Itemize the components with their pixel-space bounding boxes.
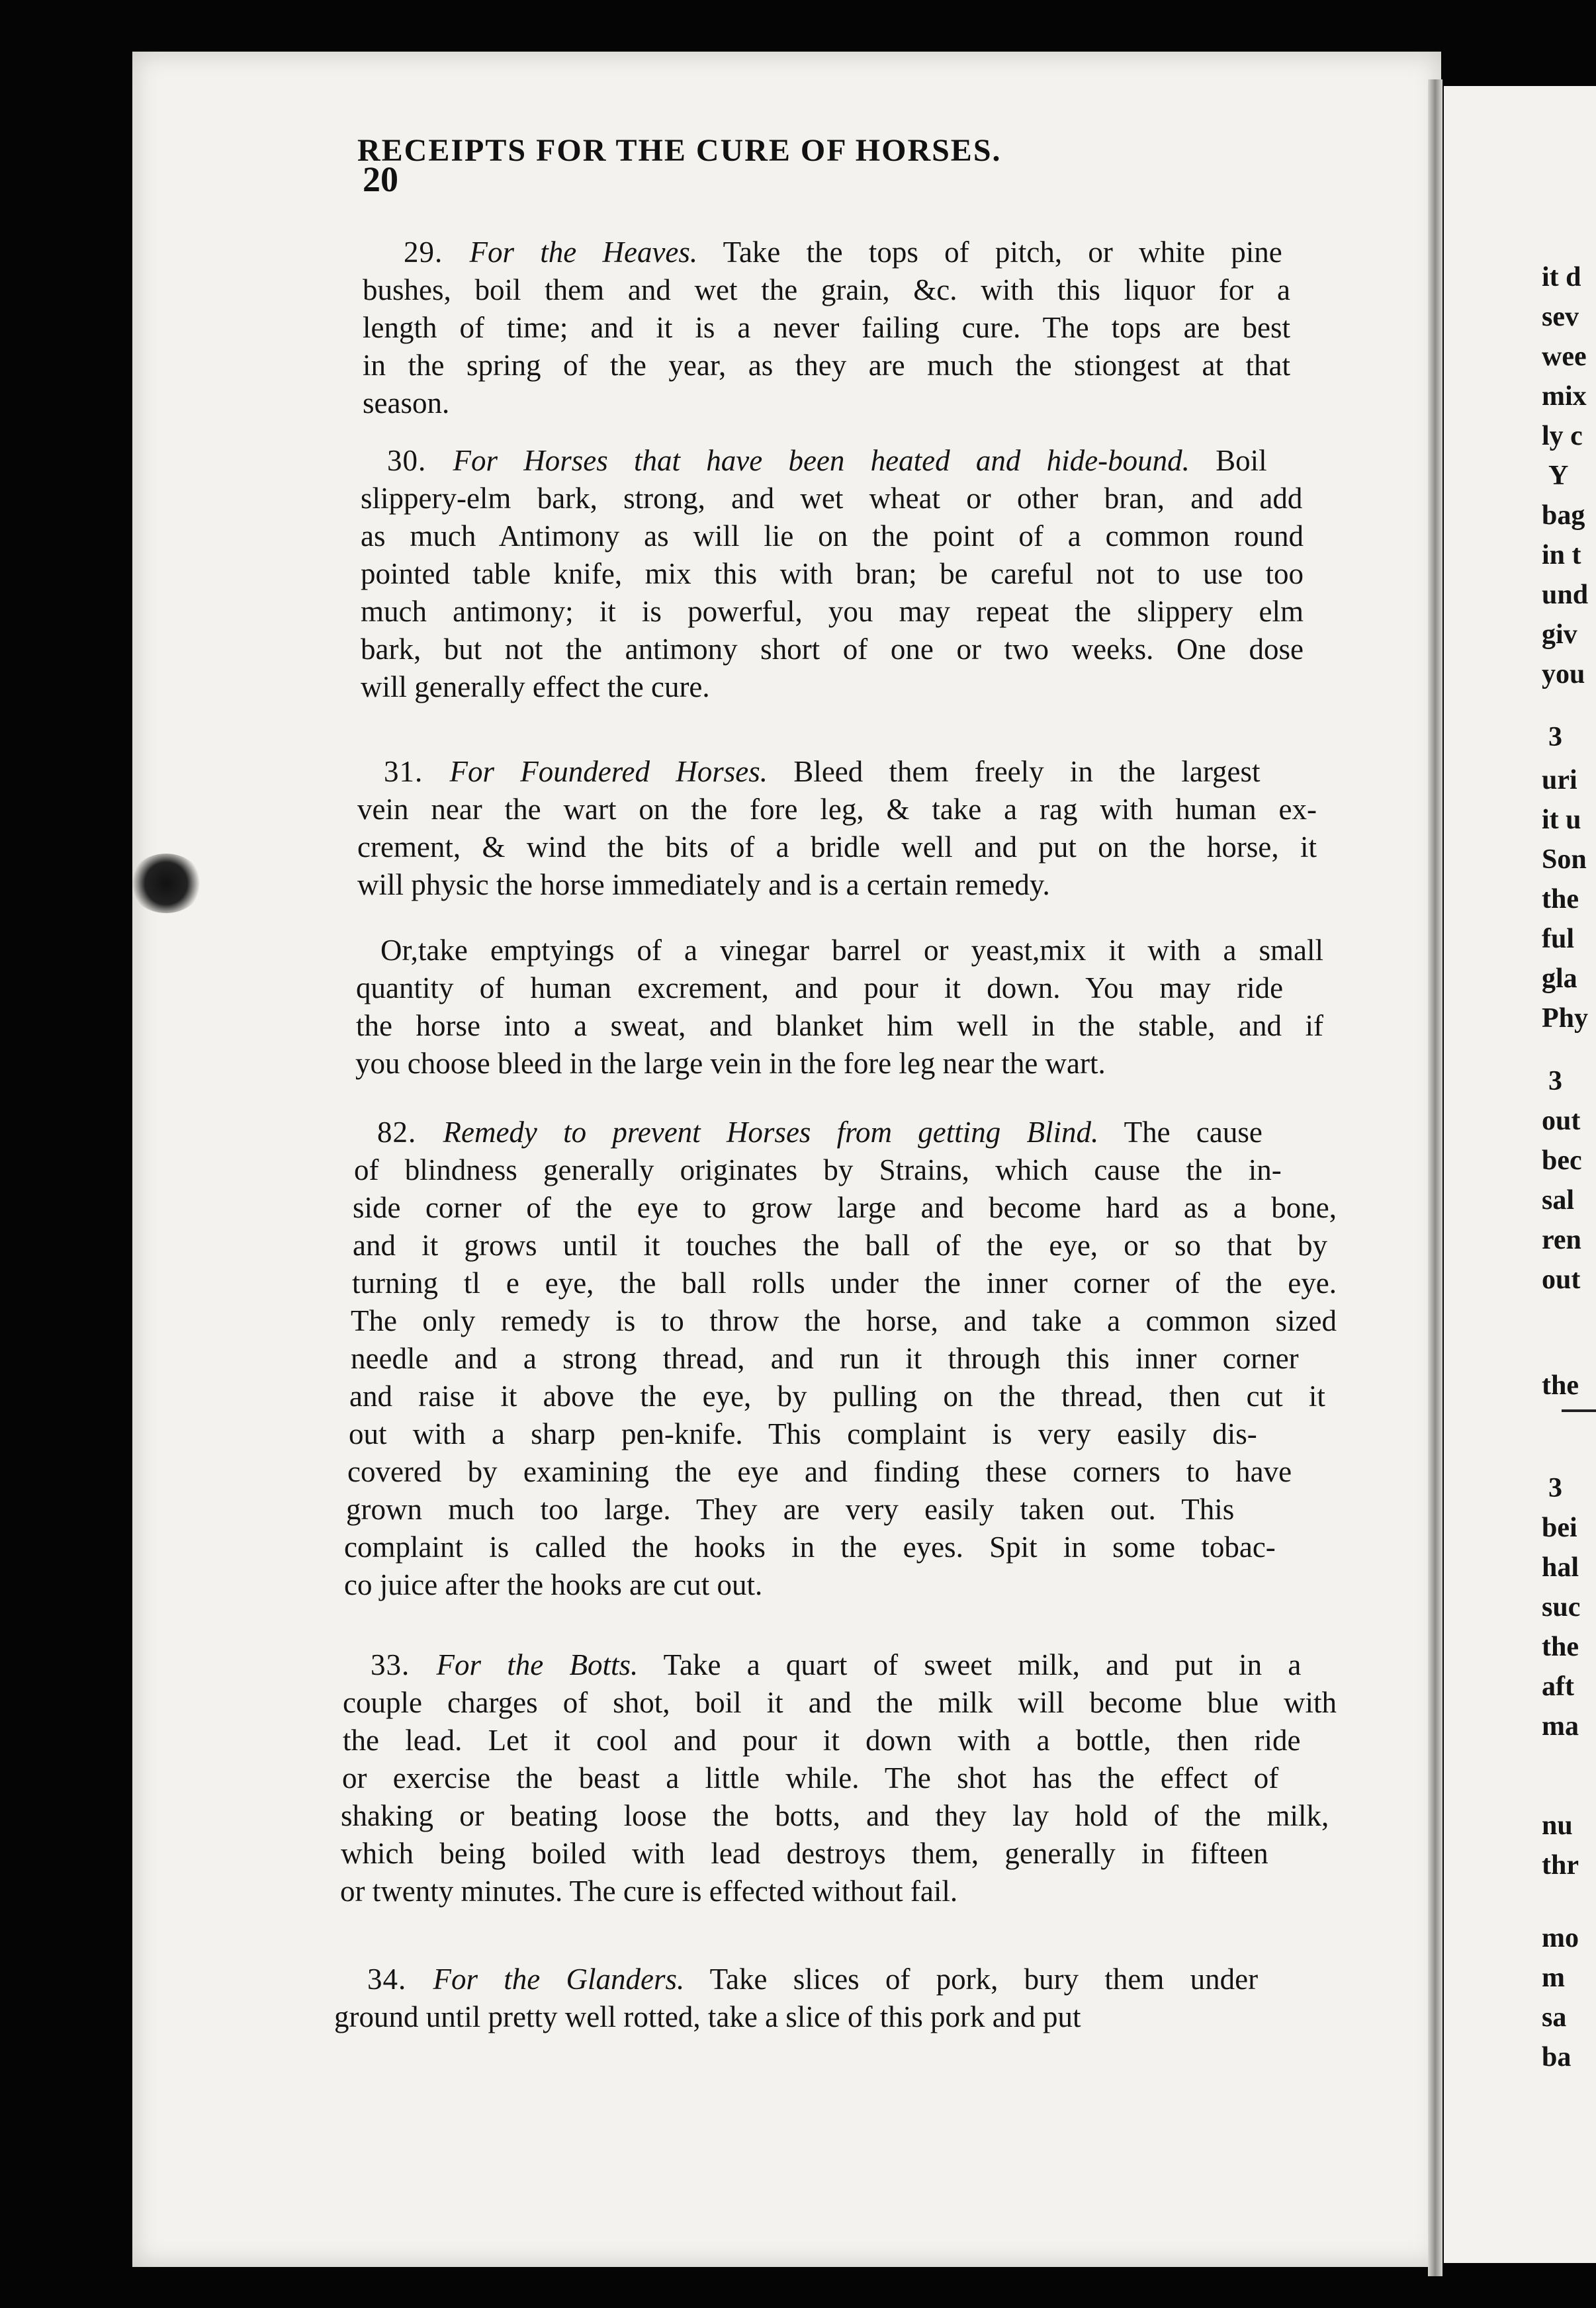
text-line — [361, 519, 1304, 553]
facing-page-fragment: bec — [1542, 1145, 1582, 1176]
receipt-text: and raise it above the eye, by pulling on the thread, then cut it — [349, 1380, 1325, 1413]
facing-page-fragment: 3 — [1548, 1473, 1562, 1503]
facing-page-fragment: ma — [1542, 1711, 1579, 1742]
receipt-title: Remedy to prevent Horses from getting Blind. — [443, 1116, 1099, 1149]
receipt-text: Bleed them freely in the largest — [768, 755, 1261, 788]
receipt-text: grown much too large. They are very easily taken out. This — [346, 1493, 1235, 1526]
receipt-text: turning tl e eye, the ball rolls under the inner corner of the eye. — [352, 1266, 1337, 1300]
receipt-number: 34. — [367, 1963, 433, 1996]
receipt-text: will physic the horse immediately and is a certain remedy. — [357, 868, 1050, 901]
receipt-text: couple charges of shot, boil it and the milk will become blue with — [343, 1686, 1337, 1719]
text-line — [334, 2000, 1081, 2034]
facing-page-fragment: ba — [1542, 2042, 1572, 2072]
text-line — [343, 1723, 1300, 1757]
receipt-text: the lead. Let it cool and pour it down with a bottle, then ride — [343, 1724, 1301, 1757]
facing-page-fragment: in t — [1542, 540, 1581, 570]
text-line — [351, 1341, 1299, 1376]
receipt-text: the horse into a sweat, and blanket him well in the stable, and if — [356, 1009, 1323, 1042]
receipt-text: you choose bleed in the large vein in the fore leg near the wart. — [355, 1047, 1106, 1080]
text-line — [341, 1798, 1329, 1833]
receipt-text: as much Antimony as will lie on the point of a common round — [361, 519, 1304, 553]
text-line — [357, 830, 1317, 864]
receipt-number: 82. — [377, 1116, 443, 1149]
facing-page-fragment: the — [1542, 884, 1579, 914]
receipt-text: length of time; and it is a never failing cure. The tops are best — [363, 311, 1290, 344]
facing-page-fragment: aft — [1542, 1671, 1574, 1702]
receipt-text: slippery-elm bark, strong, and wet wheat or other bran, and add — [361, 482, 1303, 515]
text-line — [340, 1874, 957, 1908]
facing-page-fragment: thr — [1542, 1850, 1579, 1881]
receipt-text: Take the tops of pitch, or white pine — [697, 236, 1282, 269]
receipt-number: 29. — [404, 236, 470, 269]
text-line — [361, 556, 1304, 591]
facing-page-fragment: 3 — [1548, 1066, 1562, 1096]
receipt-text: covered by examining the eye and finding these corners to have — [347, 1455, 1292, 1488]
text-line — [363, 310, 1290, 345]
text-line — [377, 1115, 1263, 1149]
text-line — [346, 1492, 1234, 1527]
receipt-text: needle and a strong thread, and run it through this inner corner — [351, 1342, 1299, 1375]
facing-page-fragment: uri — [1542, 765, 1577, 795]
text-line — [356, 1008, 1323, 1043]
facing-page-fragment: you — [1542, 659, 1585, 689]
facing-page-fragment: sa — [1542, 2002, 1567, 2033]
facing-page-fragment: suc — [1542, 1592, 1581, 1622]
text-line — [353, 1228, 1327, 1263]
receipt-text: vein near the wart on the fore leg, & take a rag with human ex- — [357, 793, 1317, 826]
receipt-text: crement, & wind the bits of a bridle well and put on the horse, it — [357, 830, 1317, 864]
facing-page-fragment: Y — [1548, 461, 1569, 491]
facing-page-fragment: sal — [1542, 1185, 1575, 1216]
facing-page-fragment: ly c — [1542, 421, 1583, 451]
text-line — [344, 1568, 762, 1602]
receipt-number: 33. — [371, 1648, 437, 1681]
facing-page-fragment: und — [1542, 580, 1589, 610]
facing-page-fragment: 3 — [1548, 722, 1562, 752]
receipt-text: Take a quart of sweet milk, and put in a — [638, 1648, 1302, 1681]
facing-page-fragment: giv — [1542, 619, 1577, 650]
receipt-number: 31. — [384, 755, 450, 788]
receipt-text: ground until pretty well rotted, take a slice of this pork and put — [334, 2000, 1081, 2033]
receipt-title: For the Botts. — [436, 1648, 639, 1681]
text-line — [363, 386, 449, 420]
text-line — [361, 481, 1302, 515]
facing-page-fragment: ful — [1542, 924, 1575, 954]
text-line — [347, 1454, 1292, 1489]
receipt-text: or twenty minutes. The cure is effected without fail. — [340, 1875, 958, 1908]
facing-page-fragment: m — [1542, 1963, 1565, 1993]
facing-page-fragment: sev — [1542, 302, 1579, 332]
ink-blot — [130, 854, 202, 913]
receipt-number: 30. — [387, 444, 453, 477]
text-line — [363, 348, 1290, 382]
text-line — [361, 632, 1304, 666]
facing-page-fragment: wee — [1542, 341, 1587, 372]
receipt-title: For the Glanders. — [433, 1963, 685, 1996]
receipt-text: bushes, boil them and wet the grain, &c. with this liquor for a — [363, 273, 1290, 306]
text-line — [349, 1379, 1325, 1413]
text-line — [353, 1190, 1337, 1225]
text-line — [341, 1836, 1268, 1871]
receipt-text: Take slices of pork, bury them under — [684, 1963, 1259, 1996]
facing-page-fragment: bag — [1542, 500, 1585, 531]
text-line — [380, 933, 1323, 967]
facing-page-fragment: nu — [1542, 1810, 1573, 1841]
text-line — [363, 273, 1290, 307]
facing-page-fragment: Son — [1542, 844, 1587, 875]
receipt-text: and it grows until it touches the ball of the eye, or so that by — [353, 1229, 1328, 1262]
text-line — [387, 443, 1267, 478]
receipt-text: shaking or beating loose the botts, and they lay hold of the milk, — [341, 1799, 1329, 1832]
text-line — [356, 971, 1283, 1005]
receipt-title: For Foundered Horses. — [449, 755, 768, 788]
receipt-text: out with a sharp pen-knife. This complaint is very easily dis- — [349, 1417, 1257, 1450]
receipt-text: or exercise the beast a little while. The shot has the effect of — [342, 1761, 1279, 1795]
text-line — [357, 792, 1317, 826]
text-line — [349, 1417, 1257, 1451]
facing-page-fragment: gla — [1542, 963, 1577, 994]
facing-page-fragment: ren — [1542, 1225, 1581, 1255]
receipt-text: The only remedy is to throw the horse, and take a common sized — [351, 1304, 1337, 1337]
page-gutter — [1428, 79, 1442, 2276]
receipt-text: much antimony; it is powerful, you may repeat the slippery elm — [361, 595, 1304, 628]
facing-page-rule — [1562, 1409, 1596, 1412]
receipt-text: complaint is called the hooks in the eyes. Spit in some tobac- — [344, 1531, 1276, 1564]
text-line — [342, 1761, 1278, 1795]
receipt-text: of blindness generally originates by Strains, which cause the in- — [354, 1153, 1282, 1186]
text-line — [384, 754, 1261, 789]
facing-page-fragment: it u — [1542, 805, 1581, 835]
receipt-text: quantity of human excrement, and pour it down. You may ride — [356, 971, 1284, 1004]
text-line — [404, 235, 1282, 269]
receipt-text: co juice after the hooks are cut out. — [344, 1568, 763, 1601]
receipt-text: which being boiled with lead destroys them, generally in fifteen — [341, 1837, 1268, 1870]
facing-page-fragment: it d — [1542, 262, 1581, 292]
text-line — [371, 1648, 1301, 1682]
facing-page-fragment: out — [1542, 1106, 1581, 1136]
facing-page-fragment: bei — [1542, 1513, 1577, 1543]
facing-page-fragment: Phy — [1542, 1003, 1589, 1034]
text-line — [344, 1530, 1276, 1564]
receipt-text: will generally effect the cure. — [361, 670, 710, 703]
facing-page-fragment: the — [1542, 1370, 1579, 1401]
text-line — [357, 867, 1050, 902]
receipt-text: The cause — [1098, 1116, 1263, 1149]
text-line — [354, 1153, 1282, 1187]
text-line — [361, 670, 710, 704]
receipt-text: pointed table knife, mix this with bran; be careful not to use too — [361, 557, 1304, 590]
receipt-text: Or,take emptyings of a vinegar barrel or yeast,mix it with a small — [380, 934, 1323, 967]
facing-page-fragment: hal — [1542, 1552, 1579, 1583]
running-header: RECEIPTS FOR THE CURE OF HORSES. — [357, 133, 1002, 168]
facing-page-fragment: the — [1542, 1632, 1579, 1662]
text-line — [343, 1685, 1337, 1720]
facing-page — [1444, 86, 1596, 2263]
page-number: 20 — [363, 159, 398, 199]
receipt-text: in the spring of the year, as they are much the stiongest at that — [363, 349, 1290, 382]
text-line — [352, 1266, 1337, 1300]
receipt-text: side corner of the eye to grow large and become hard as a bone, — [353, 1191, 1337, 1224]
text-line — [367, 1962, 1258, 1996]
text-line — [361, 594, 1304, 629]
receipt-text: bark, but not the antimony short of one or two weeks. One dose — [361, 633, 1304, 666]
receipt-title: For the Heaves. — [469, 236, 698, 269]
text-line — [351, 1304, 1337, 1338]
facing-page-fragment: mo — [1542, 1923, 1579, 1953]
receipt-title: For Horses that have been heated and hide-bound. — [453, 444, 1190, 477]
facing-page-fragment: mix — [1542, 381, 1587, 412]
receipt-text: Boil — [1189, 444, 1267, 477]
facing-page-fragment: out — [1542, 1265, 1581, 1295]
receipt-text: season. — [363, 386, 450, 420]
text-line — [355, 1046, 1106, 1081]
